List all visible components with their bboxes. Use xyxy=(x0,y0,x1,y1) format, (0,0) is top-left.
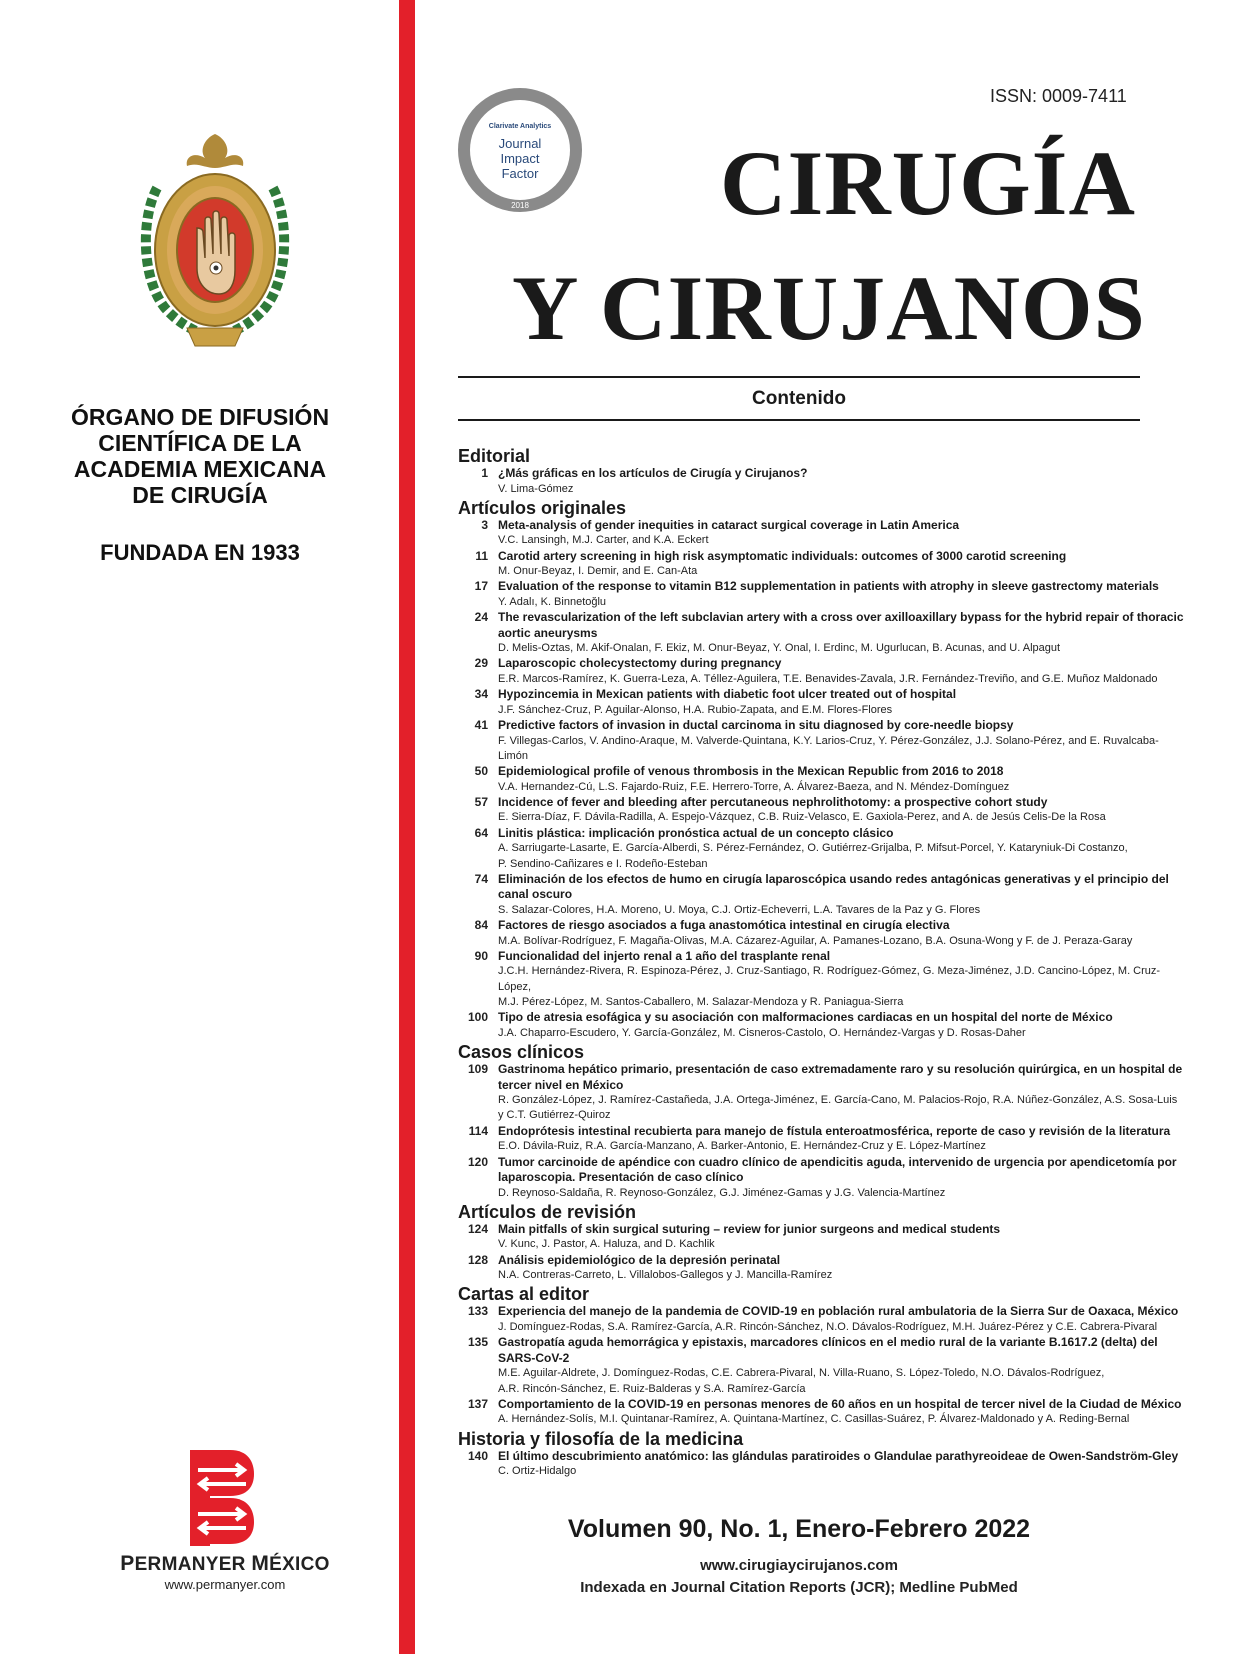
toc-page-number: 29 xyxy=(474,656,488,671)
svg-text:Impact: Impact xyxy=(500,151,540,166)
toc-section-title: Casos clínicos xyxy=(458,1042,585,1063)
toc-page-number: 57 xyxy=(474,794,488,809)
toc-entry[interactable] xyxy=(458,1397,1188,1428)
toc-section xyxy=(458,1202,1188,1284)
toc-page-number: 1 xyxy=(481,466,488,480)
toc-authors: S. Salazar-Colores, H.A. Moreno, U. Moya, C.J. Ortiz-Echeverri, L.A. Tavares de la Paz y G. Flores xyxy=(498,903,981,916)
toc-page-number: 135 xyxy=(467,1335,488,1350)
toc-authors: V.A. Hernandez-Cú, L.S. Fajardo-Ruiz, F.E. Herrero-Torre, A. Álvarez-Baeza, and N. Méndez-Domínguez xyxy=(498,780,1010,793)
toc-entry[interactable] xyxy=(458,1010,1188,1041)
toc-section xyxy=(458,1042,1188,1201)
organ-line: DE CIRUGÍA xyxy=(132,482,268,508)
toc-page-number: 11 xyxy=(475,548,488,563)
left-sidebar xyxy=(0,0,399,1654)
toc-article-title[interactable]: Linitis plástica: implicación pronóstica actual de un concepto clásico xyxy=(498,825,894,840)
toc-section-title: Artículos de revisión xyxy=(458,1201,637,1222)
toc-entry[interactable] xyxy=(458,872,1188,918)
toc-article-title[interactable]: Gastrinoma hepático primario, presentación de caso extremadamente raro y su resolución quirúrgica, en un hospital de tercer nivel en México xyxy=(498,1062,1183,1092)
toc-section xyxy=(458,498,1188,1041)
toc-authors: E. Sierra-Díaz, F. Dávila-Radilla, A. Espejo-Vázquez, C.B. Ruiz-Velasco, E. Gaxiola-Perez, and A. de Jesús Celis-De la Rosa xyxy=(498,811,1106,824)
red-divider-bar xyxy=(399,0,415,1654)
toc-entry[interactable] xyxy=(458,1062,1188,1124)
toc-page-number: 50 xyxy=(474,764,488,779)
toc-page-number: 140 xyxy=(467,1448,488,1463)
toc-article-title[interactable]: Tumor carcinoide de apéndice con cuadro clínico de apendicitis aguda, intervenido de urgencia por apendicetomía por laparoscopia. Presentación de caso clínico xyxy=(498,1154,1177,1185)
toc-article-title[interactable]: Evaluation of the response to vitamin B12 supplementation in patients with atrophy in sleeve gastrectomy materials xyxy=(498,579,1159,594)
toc-article-title[interactable]: Comportamiento de la COVID-19 en personas menores de 60 años en un hospital de tercer nivel de la Ciudad de México xyxy=(498,1396,1182,1411)
toc-page-number: 109 xyxy=(467,1062,488,1077)
toc-article-title[interactable]: Incidence of fever and bleeding after percutaneous nephrolithotomy: a prospective cohort study xyxy=(498,794,1048,809)
toc-authors: Y. Adalı, K. Binnetoğlu xyxy=(498,595,607,608)
journal-website[interactable]: www.cirugiaycirujanos.com xyxy=(700,1557,898,1574)
toc-article-title[interactable]: El último descubrimiento anatómico: las glándulas paratiroides o Glandulae parathyreoideae de Owen-Sandström-Gley xyxy=(498,1448,1179,1463)
toc-authors: V.C. Lansingh, M.J. Carter, and K.A. Eckert xyxy=(498,534,709,547)
toc-article-title[interactable]: Carotid artery screening in high risk asymptomatic individuals: outcomes of 3000 carotid screening xyxy=(498,548,1067,563)
toc-article-title[interactable]: The revascularization of the left subclavian artery with a cross over axilloaxillary bypass for the hybrid repair of thoracic aortic aneurysms xyxy=(498,610,1184,640)
toc-entry[interactable] xyxy=(458,1253,1188,1284)
toc-section xyxy=(458,446,1188,497)
toc-article-title[interactable]: Epidemiological profile of venous thrombosis in the Mexican Republic from 2016 to 2018 xyxy=(498,764,1004,779)
toc-page-number: 120 xyxy=(467,1154,488,1169)
toc-article-title[interactable]: Factores de riesgo asociados a fuga anastomótica intestinal en cirugía electiva xyxy=(498,918,950,933)
toc-authors: A.R. Rincón-Sánchez, E. Ruiz-Balderas y S.A. Ramírez-García xyxy=(498,1382,806,1395)
toc-page-number: 133 xyxy=(467,1304,488,1319)
toc-authors: N.A. Contreras-Carreto, L. Villalobos-Gallegos y J. Mancilla-Ramírez xyxy=(498,1269,833,1282)
toc-article-title[interactable]: Análisis epidemiológico de la depresión perinatal xyxy=(498,1252,781,1267)
journal-title-line2: Y CIRUJANOS xyxy=(512,257,1146,359)
toc-entry[interactable] xyxy=(458,764,1188,795)
svg-text:Journal Citation Reports: Journal Citation Reports xyxy=(473,102,550,147)
toc-entry[interactable] xyxy=(458,1222,1188,1253)
toc-article-title[interactable]: Main pitfalls of skin surgical suturing – review for junior surgeons and medical students xyxy=(498,1221,1001,1236)
table-of-contents xyxy=(458,445,1188,1479)
organ-line: ACADEMIA MEXICANA xyxy=(73,456,327,482)
toc-authors: M.A. Bolívar-Rodríguez, F. Magaña-Olivas, M.A. Cázarez-Aguilar, A. Pamanes-Lozano, B.A. Osuna-Wong y F. de J. Peraza-Garay xyxy=(498,934,1133,947)
toc-entry[interactable] xyxy=(458,518,1188,549)
toc-section xyxy=(458,1429,1188,1480)
toc-article-title[interactable]: Meta-analysis of gender inequities in cataract surgical coverage in Latin America xyxy=(498,517,960,532)
organ-line: ÓRGANO DE DIFUSIÓN xyxy=(70,404,330,430)
indexing-info: Indexada en Journal Citation Reports (JCR); Medline PubMed xyxy=(580,1579,1018,1596)
toc-entry[interactable] xyxy=(458,1124,1188,1155)
toc-page-number: 64 xyxy=(474,825,488,840)
toc-page-number: 24 xyxy=(474,610,488,625)
toc-authors: D. Reynoso-Saldaña, R. Reynoso-González, G.J. Jiménez-Gamas y J.G. Valencia-Martínez xyxy=(498,1186,946,1199)
founded-year: FUNDADA EN 1933 xyxy=(100,540,300,565)
toc-authors: J. Domínguez-Rodas, S.A. Ramírez-García, A.R. Rincón-Sánchez, N.O. Dávalos-Rodríguez, M.H. Juárez-Pérez y C.E. Cabrera-Pivaral xyxy=(498,1320,1158,1333)
toc-authors: A. Sarriugarte-Lasarte, E. García-Alberdi, S. Pérez-Fernández, O. Gutiérrez-Grijalba, P. Mifsut-Porcel, Y. Kataryniuk-Di Costanzo, xyxy=(498,842,1128,855)
toc-authors: J.A. Chaparro-Escudero, Y. García-González, M. Cisneros-Castolo, O. Hernández-Vargas y D. Rosas-Daher xyxy=(498,1026,1026,1039)
permanyer-logo-icon xyxy=(190,1450,254,1546)
impact-factor-badge xyxy=(456,86,584,214)
toc-entry[interactable] xyxy=(458,1449,1188,1480)
toc-page-number: 128 xyxy=(467,1252,488,1267)
toc-article-title[interactable]: Endoprótesis intestinal recubierta para manejo de fístula enteroatmosférica, reporte de caso y revisión de la literatura xyxy=(498,1123,1171,1138)
toc-authors: A. Hernández-Solís, M.I. Quintanar-Ramírez, A. Quintana-Martínez, C. Casillas-Suárez, P. Álvarez-Maldonado y A. Reding-Bernal xyxy=(498,1413,1130,1426)
toc-entry[interactable] xyxy=(458,718,1188,764)
toc-authors: J.C.H. Hernández-Rivera, R. Espinoza-Pérez, J. Cruz-Santiago, R. Rodríguez-Gómez, G. Meza-Jiménez, J.D. Cancino-López, M. Cruz-López, xyxy=(498,965,1161,993)
toc-page-number: 34 xyxy=(474,687,488,702)
header-rule-bottom xyxy=(458,419,1140,421)
toc-article-title[interactable]: Laparoscopic cholecystectomy during pregnancy xyxy=(498,656,782,671)
toc-entry[interactable] xyxy=(458,466,1188,497)
svg-text:Clarivate Analytics: Clarivate Analytics xyxy=(488,123,552,130)
toc-authors: D. Melis-Oztas, M. Akif-Onalan, F. Ekiz, M. Onur-Beyaz, Y. Onal, I. Erdinc, M. Ugurlucan, B. Acunas, and U. Alpagut xyxy=(498,642,1061,655)
toc-entry[interactable] xyxy=(458,795,1188,826)
toc-article-title[interactable]: Predictive factors of invasion in ductal carcinoma in situ diagnosed by core-needle biopsy xyxy=(498,718,1014,733)
toc-article-title[interactable]: ¿Más gráficas en los artículos de Cirugía y Cirujanos? xyxy=(498,466,808,480)
toc-section-title: Editorial xyxy=(458,446,531,466)
header-rule-top xyxy=(458,376,1140,378)
volume-info: Volumen 90, No. 1, Enero-Febrero 2022 xyxy=(567,1515,1031,1543)
toc-authors: V. Lima-Gómez xyxy=(498,482,574,495)
toc-authors: V. Kunc, J. Pastor, A. Haluza, and D. Kachlik xyxy=(498,1238,715,1251)
toc-article-title[interactable]: Experiencia del manejo de la pandemia de COVID-19 en población rural ambulatoria de la Sierra Sur de Oaxaca, México xyxy=(498,1304,1179,1319)
toc-authors: E.O. Dávila-Ruiz, R.A. García-Manzano, A. Barker-Antonio, E. Hernández-Cruz y E. López-Martínez xyxy=(498,1140,986,1153)
svg-text:2018: 2018 xyxy=(511,201,529,210)
toc-section-title: Historia y filosofía de la medicina xyxy=(458,1428,744,1449)
toc-page-number: 74 xyxy=(474,871,488,886)
toc-authors: M.E. Aguilar-Aldrete, J. Domínguez-Rodas, C.E. Cabrera-Pivaral, N. Villa-Ruano, S. López-Toledo, N.O. Dávalos-Rodríguez, xyxy=(498,1367,1105,1380)
toc-entry[interactable] xyxy=(458,610,1188,656)
journal-title-line1: CIRUGÍA xyxy=(720,132,1136,234)
toc-authors: M. Onur-Beyaz, I. Demir, and E. Can-Ata xyxy=(498,565,698,578)
toc-article-title[interactable]: Gastropatía aguda hemorrágica y epistaxis, marcadores clínicos en el medio rural de la variante B.1617.2 (delta) del SARS-CoV-2 xyxy=(498,1335,1158,1365)
toc-entry[interactable] xyxy=(458,1335,1188,1397)
toc-article-title[interactable]: Eliminación de los efectos de humo en cirugía laparoscópica usando redes antagónicas generativas y el principio del canal oscuro xyxy=(498,871,1169,902)
toc-page-number: 114 xyxy=(468,1123,488,1138)
toc-authors: C. Ortiz-Hidalgo xyxy=(498,1465,577,1478)
toc-entry[interactable] xyxy=(458,656,1188,687)
publisher-url[interactable]: www.permanyer.com xyxy=(164,1577,286,1592)
toc-article-title[interactable]: Funcionalidad del injerto renal a 1 año del trasplante renal xyxy=(498,948,831,963)
toc-section xyxy=(458,1284,1188,1427)
organ-statement xyxy=(20,404,380,508)
toc-page-number: 90 xyxy=(474,948,488,963)
toc-entry[interactable] xyxy=(458,918,1188,949)
toc-page-number: 100 xyxy=(467,1010,488,1025)
toc-authors: F. Villegas-Carlos, V. Andino-Araque, M. Valverde-Quintana, K.Y. Larios-Cruz, Y. Pérez-González, J.J. Solano-Pérez, and E. Ruvalcaba-Limón xyxy=(498,734,1159,762)
contents-heading: Contenido xyxy=(752,388,846,409)
svg-text:Factor: Factor xyxy=(501,166,539,181)
toc-section-title: Cartas al editor xyxy=(458,1284,590,1305)
publisher-name: PERMANYER MÉXICO xyxy=(120,1552,330,1575)
toc-page-number: 84 xyxy=(474,918,488,933)
toc-page-number: 124 xyxy=(467,1221,488,1236)
toc-authors: M.J. Pérez-López, M. Santos-Caballero, M. Salazar-Mendoza y R. Paniagua-Sierra xyxy=(498,996,904,1009)
toc-authors: y C.T. Gutiérrez-Quiroz xyxy=(498,1109,611,1122)
toc-authors: E.R. Marcos-Ramírez, K. Guerra-Leza, A. Téllez-Aguilera, T.E. Benavides-Zavala, J.R. Fernández-Treviño, and G.E. Muñoz Maldonado xyxy=(498,672,1158,685)
academy-seal-logo xyxy=(135,128,295,358)
toc-entry[interactable] xyxy=(458,549,1188,580)
svg-text:Journal: Journal xyxy=(498,136,542,151)
toc-article-title[interactable]: Hypozincemia in Mexican patients with diabetic foot ulcer treated out of hospital xyxy=(498,687,957,702)
toc-entry[interactable] xyxy=(458,1155,1188,1201)
organ-line: CIENTÍFICA DE LA xyxy=(98,430,302,456)
toc-page-number: 17 xyxy=(474,579,488,594)
toc-entry[interactable] xyxy=(458,579,1188,610)
toc-entry[interactable] xyxy=(458,826,1188,872)
toc-entry[interactable] xyxy=(458,949,1188,1010)
toc-page-number: 137 xyxy=(467,1396,488,1411)
toc-section-title: Artículos originales xyxy=(458,497,627,518)
toc-article-title[interactable]: Tipo de atresia esofágica y su asociación con malformaciones cardiacas en un hospital del norte de México xyxy=(498,1010,1113,1025)
toc-entry[interactable] xyxy=(458,687,1188,718)
toc-page-number: 41 xyxy=(474,718,488,733)
toc-entry[interactable] xyxy=(458,1304,1188,1335)
toc-authors: J.F. Sánchez-Cruz, P. Aguilar-Alonso, H.A. Rubio-Zapata, and E.M. Flores-Flores xyxy=(498,703,893,716)
issn: ISSN: 0009-7411 xyxy=(990,86,1127,106)
toc-authors: P. Sendino-Cañizares e I. Rodeño-Esteban xyxy=(498,857,708,870)
toc-page-number: 3 xyxy=(481,517,488,532)
toc-authors: R. González-López, J. Ramírez-Castañeda, J.A. Ortega-Jiménez, E. García-Cano, M. Palacios-Rojo, R.A. Núñez-González, A.S. Sosa-Luis xyxy=(498,1094,1178,1107)
